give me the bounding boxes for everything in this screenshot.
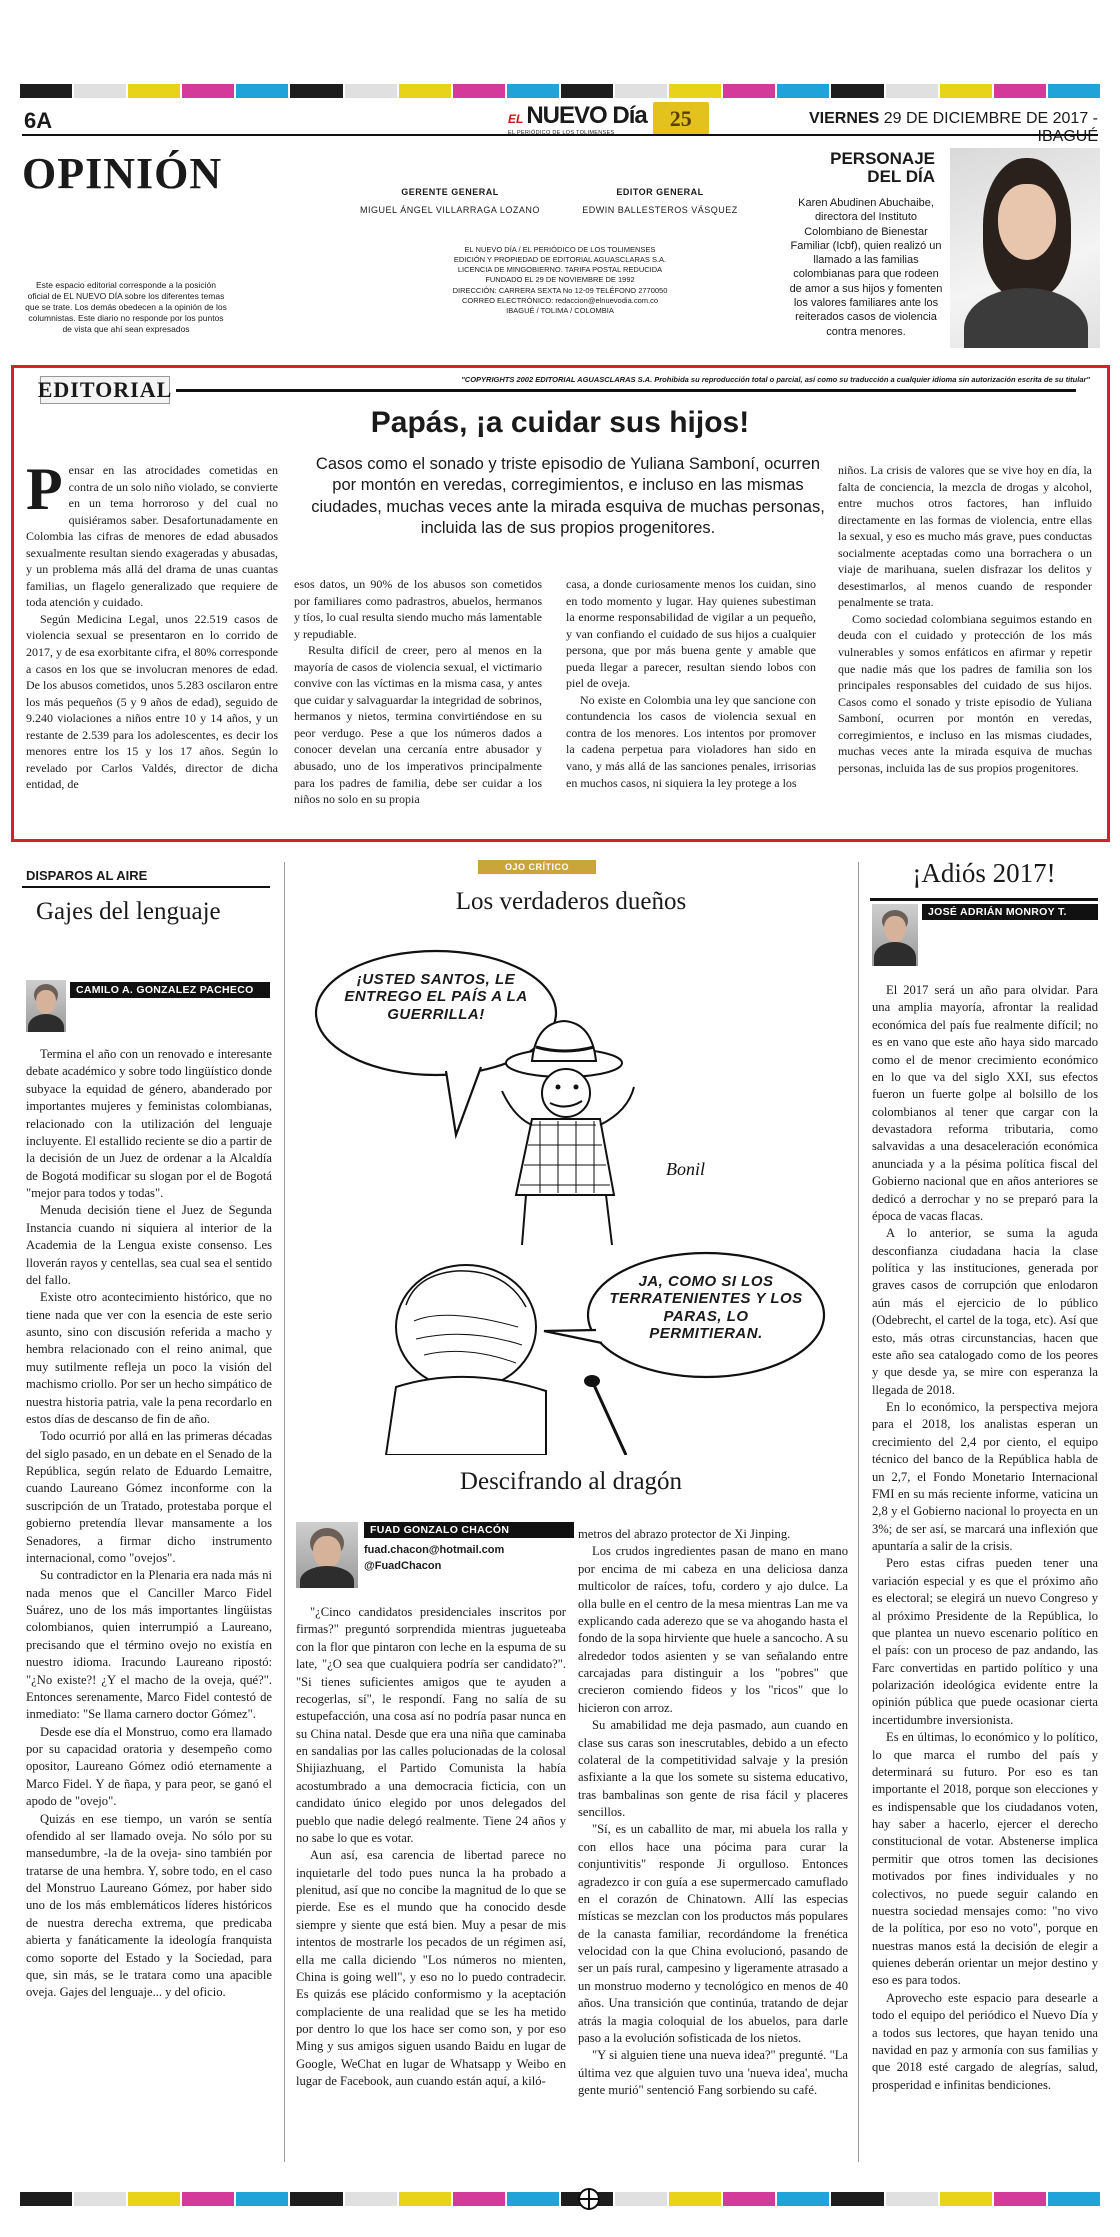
- column-paragraph: Todo ocurrió por allá en las primeras décadas del siglo pasado, en un debate en el Senado de la República, según relato de Eduardo Lemaitre, cuando Laureano Gómez inconforme con la suscripción de un Tratado, protestaba porque el gobierno pretendía llevar mansamente a los Senadores, a firmar dicho instrumento internacional, como "ovejos".: [26, 1429, 272, 1565]
- right-column-body: [872, 982, 1098, 2094]
- editorial-disclaimer: Este espacio editorial corresponde a la posición oficial de EL NUEVO DÍA sobre los diferentes temas que se trate. Los demás obedecen a la opinión de los columnistas. Este diario no responde por los puntos de vista que ahí sean expresados: [25, 280, 227, 335]
- column-paragraph: Aun así, esa carencia de libertad parece no inquietarle del todo pues nunca la ha probado a plenitud, así que no concibe la magnitud de lo que se pierde. Ese es el mundo que ha conocido desde siempre y siente que está bien. Muy a pesar de mis intentos de mostrarle los pecados de un régimen así, ella me calla diciendo "Los números no mienten, China is going well", y eso no lo puedo contradecir. Es quizás ese plácido conformismo y la aceptación complaciente de una realidad que se les ha metido por dentro lo que los hace ser como son, y por eso Ming y sus amigos siguen usando Baidu en lugar de Google, WeChat en lugar de Whatsapp y Weibo en lugar de Facebook, aun cuando están aquí, a kiló-: [296, 1848, 566, 2089]
- newspaper-logo: [508, 102, 709, 136]
- author-photo-monroy: [872, 904, 918, 966]
- column-paragraph: A lo anterior, se suma la aguda desconfianza ciudadana hacia la clase política y las instituciones, generada por graves casos de corrupción que enlodaron aún más el ejercicio de lo público (Odebrecht, el cartel de la toga, etc). Así que esto, más otras circunstancias, hacen que este año sea catalogado como de los peores y que desde ya, se mire con esperanza la llegada de 2018.: [872, 1226, 1098, 1397]
- author-photo-gonzalez: [26, 980, 66, 1032]
- anniversary-badge: 25: [653, 102, 709, 136]
- center-column-body-a: [296, 1604, 566, 2091]
- page-number: 6A: [24, 108, 53, 133]
- column-paragraph: Es en últimas, lo económico y lo político, lo que marca el rumbo del país y determinará su futuro. Por eso es tan importante el 2018, porque son elecciones y es indispensable que los ciudadanos voten, hay saber a hacerlo, ejercer el derecho constitucional de votar. Abstenerse implica permitir que otros tomen las decisiones motivados por fines individuales y no colectivos, no puede seguir calando en nuestra sociedad mensajes como: "no vivo de la política, por eso no voto", porque en nuestras manos está la decisión de elegir a quienes deberán orientar un mejor destino y eso es para todos.: [872, 1730, 1098, 1988]
- column-paragraph: Pero estas cifras pueden tener una variación especial y es que el próximo año es electoral; se elegirá un nuevo Congreso y al próximo Presidente de la República, lo que plantea un nuevo escenario político en el país: con un proceso de paz andando, las Farc convertidas en partido político y una polarización ideológica evidente entre la opinión pública que puede ocasionar cierta incertidumbre inversionista.: [872, 1556, 1098, 1727]
- gerente-label: GERENTE GENERAL: [401, 187, 499, 197]
- center-column-title: Descifrando al dragón: [459, 1468, 683, 1495]
- personaje-text: Karen Abudinen Abuchaibe, directora del Instituto Colombiano de Bienestar Familiar (Icbf), quien realizó un llamado a las familias colombianas para que rodeen de amor a sus hijos y fomenten los valores familiares ante los reiterados casos de violencia contra menores.: [789, 197, 943, 338]
- gerente-block: [350, 187, 550, 215]
- copyright-notice: "COPYRIGHTS 2002 EDITORIAL AGUASCLARAS S.A. Prohibida su reproducción total o parcial, así como su traducción a cualquier idioma sin autorización escrita de su titular": [461, 375, 1090, 384]
- personaje-title-2: DEL DÍA: [867, 166, 935, 186]
- left-column-title: Gajes del lenguaje: [36, 898, 221, 925]
- imprint-line: CORREO ELECTRÓNICO: redaccion@elnuevodia.com.co: [461, 295, 658, 305]
- imprint-line: LICENCIA DE MINGOBIERNO. TARIFA POSTAL REDUCIDA: [457, 265, 663, 275]
- imprint-block: [430, 245, 690, 316]
- author-byline-gonzalez: CAMILO A. GONZALEZ PACHECO: [70, 982, 270, 998]
- editorial-paragraph: niños. La crisis de valores que se vive hoy en día, la falta de conciencia, la mezcla de drogas y alcohol, entre muchos otros factores, han influido directamente en las formas de violencia, entre ellas la sexual, y eso es mucho más grave, pues conductas socialmente aceptadas como una borrachera o un viaje de marihuana, suelen disfrazar los delitos y desestimarlos, al menos cuando de responder penalmente se trata.: [838, 463, 1092, 610]
- editor-name: EDWIN BALLESTEROS VÁSQUEZ: [582, 205, 738, 215]
- editorial-col-2: [294, 576, 542, 808]
- column-divider: [858, 862, 859, 2162]
- column-paragraph: En lo económico, la perspectiva mejora para el 2018, los analistas esperan un crecimiento del 2,4 por ciento, el equipo técnico del banco de la República habla de un 2,7, el Fondo Monetario Internacional FMI en su más reciente informe, vaticina un 2,8 y el Gobierno nacional lo proyecta en un 3%; de ser así, se marcará una inflexión que apuntaría a salir de la crisis.: [872, 1400, 1098, 1553]
- column-paragraph: "Y si alguien tiene una nueva idea?" pregunté. "La última vez que alguien tuvo una 'nueva idea', mucha gente murió" sentenció Fang sorbiendo su café.: [578, 2048, 848, 2097]
- imprint-line: EDICIÓN Y PROPIEDAD DE EDITORIAL AGUASCLARAS S.A.: [453, 255, 667, 265]
- left-column-body: [26, 1046, 272, 2002]
- column-paragraph: Termina el año con un renovado e interesante debate académico y sobre todo lingüístico donde subyace la equidad de género, abanderado por importantes mujeres y feministas colombianas, relacionado con la utilización del lenguaje incluyente. El estallido reciente se dio a partir de la decisión de un Juez de ordenar a la Alcaldía de Bogotá modificar su slogan por el de Bogotá "mejor para todos y todas".: [26, 1047, 272, 1200]
- date-day: VIERNES: [809, 110, 880, 127]
- editorial-col-1: [26, 456, 278, 793]
- column-paragraph: El 2017 será un año para olvidar. Para una amplia mayoría, afrontar la realidad económica del país fue realmente difícil; no es en vano que este año haya sido marcado como el de menor crecimiento económico en lo que va del siglo XXI, sus efectos fueron un fuerte golpe al bolsillo de los colombianos al tener que cargar con la devastadora reforma tributaria, como salvavidas a una desaceleración económica anunciada y a la pésima política fiscal del Gobierno nacional que en años anteriores se dedicó a derrochar y no se preparó para la época de vacas flacas.: [872, 983, 1098, 1223]
- editorial-subhead: Casos como el sonado y triste episodio de Yuliana Samboní, ocurren por montón en veredas, corregimientos, e incluso en las mismas ciudades, muchas veces ante la mirada esquiva de muchas personas, incluida las de sus propios progenitores.: [311, 455, 825, 538]
- personaje-heading: [790, 150, 935, 186]
- gerente-name: MIGUEL ÁNGEL VILLARRAGA LOZANO: [360, 205, 540, 215]
- chacon-byline-block: [364, 1522, 574, 1572]
- author-byline-chacon: FUAD GONZALO CHACÓN: [364, 1522, 574, 1538]
- header-rule: [22, 134, 1098, 136]
- logo-name: NUEVO Día: [526, 102, 647, 129]
- column-paragraph: Existe otro acontecimiento histórico, que no tiene nada que ver con la esencia de este serio asunto, sino con discusión referida a macho y hembra relacionado con el reino animal, que muy sutilmente refleja un poco la visión del machismo criollo. Por ser un hecho simpático de nuestra historia patria, vale la pena recordarlo en estos días de descanso de fin de año.: [26, 1290, 272, 1426]
- section-label-disparos: DISPAROS AL AIRE: [26, 868, 148, 883]
- editor-label: EDITOR GENERAL: [616, 187, 704, 197]
- speech-bubble-1: ¡USTED SANTOS, LE ENTREGO EL PAÍS A LA GUERRILLA!: [344, 971, 528, 1023]
- editorial-paragraph: ensar en las atrocidades cometidas en contra de un solo niño violado, se convierte en un tema horroroso y del cual no quisiéramos saber. Desafortunadamente en Colombia las cifras de menores de edad abusados sexualmente resultan siendo exageradas y abusadas, y un problema más allá del drama de unas cuantas familias, un flagelo generalizado que requiere de toda atención y cuidado.: [26, 463, 278, 610]
- column-paragraph: metros del abrazo protector de Xi Jinping.: [578, 1527, 791, 1541]
- right-column-title: ¡Adiós 2017!: [912, 858, 1056, 888]
- editorial-paragraph: Resulta difícil de creer, pero al menos en la mayoría de casos de violencia sexual, el victimario convive con las víctimas en la misma casa, y antes que cuidar y salvaguardar la integridad de sobrinos, hermanos y nietos, termina convirtiéndose en su peor verdugo. Pese a que los números dados a conocer develan una cercanía entre abusador y abusado, uno de los imperativos principalmente para los padres de familia, debe ser cuidar a los niños no solo en su propia: [294, 643, 542, 807]
- editorial-cartoon: [296, 935, 846, 1455]
- personaje-title-1: PERSONAJE: [830, 149, 935, 168]
- author-byline-monroy: JOSÉ ADRIÁN MONROY T.: [922, 904, 1098, 920]
- editorial-paragraph: Según Medicina Legal, unos 22.519 casos de violencia sexual se presentaron en lo corrido de 2017, y de esa exorbitante cifra, el 80% corresponde a casos en los que se involucran menores de edad. De los abusos cometidos, unos 5.283 oscilaron entre los más pequeños (5 y 9 años de edad), seguido de 9.240 violaciones a niños entre 10 y 14 años, y un restante de 2.539 para los adolescentes, es decir los menores entre los 15 y los 17 años. Según lo revelado por Carlos Valdés, director de dicha entidad, de: [26, 611, 278, 792]
- center-column-body-b: [578, 1526, 848, 2099]
- column-divider: [284, 862, 285, 2162]
- author-email[interactable]: fuad.chacon@hotmail.com: [364, 1544, 505, 1556]
- column-paragraph: Los crudos ingredientes pasan de mano en mano por encima de mi cabeza en una deliciosa danza multicolor de raíces, tofu, cordero y ajo dulce. La olla bulle en el centro de la mesa mientras Lan me va explicando cada aderezo que se va ahogando hasta el fondo de la sopa hirviente que huele a sancocho. A su alrededor todos asienten y se van señalando entre carcajadas para distinguir a los "pobres" que crecieron comiendo fideos y los "ricos" que lo hicieron con arroz.: [578, 1544, 848, 1715]
- editorial-rule: [176, 389, 1076, 392]
- editor-block: [560, 187, 760, 215]
- cartoon-title: Los verdaderos dueños: [455, 888, 687, 915]
- right-title-rule: [870, 898, 1098, 901]
- editorial-col-4: [838, 462, 1092, 776]
- date-rest: 29 DE DICIEMBRE DE 2017 - IBAGUÉ: [883, 110, 1098, 145]
- column-paragraph: "¿Cinco candidatos presidenciales inscritos por firmas?" preguntó sorprendida mientras jugueteaba con la flor que pintaron con leche en la espuma de su late, "¿O sea que cualquiera podría ser candidato?". "Si tienes suficientes amigos que te ayuden a recogerlas, sí", le respondí. Fang no salía de su estupefacción, una cosa así no podría pasar nunca en su China natal. Desde que era una niña que caminaba en sandalias por las calles polucionadas de la colosal Shijiazhuang, el Partido Comunista la había acostumbrado a una democracia ficticia, con un candidato único elegido por unos delegados del pueblo que nadie delegó realmente. Tiene 24 años y no sabe lo que es votar.: [296, 1605, 566, 1845]
- logo-tagline: EL PERIÓDICO DE LOS TOLIMENSES: [508, 130, 615, 136]
- author-twitter[interactable]: @FuadChacon: [364, 1560, 442, 1572]
- logo-el: EL: [508, 112, 524, 126]
- imprint-line: FUNDADO EL 29 DE NOVIEMBRE DE 1992: [485, 275, 635, 285]
- column-paragraph: Aprovecho este espacio para desearle a todo el equipo del periódico el Nuevo Día y a todos sus lectores, que hayan tenido una navidad en paz y armonía con sus familias y que 2018 esté cargado de alegrías, salud, prosperidad e infinitas bendiciones.: [872, 1990, 1098, 2092]
- editorial-paragraph: esos datos, un 90% de los abusos son cometidos por familiares como padrastros, abuelos, hermanos y tíos, lo cual resulta siendo mucho más lamentable y repudiable.: [294, 577, 542, 641]
- editorial-paragraph: casa, a donde curiosamente menos los cuidan, sino en todo momento y lugar. Hay quienes subestiman la enorme responsabilidad de vigilar a un pequeño, y van confiando el cuidado de sus hijos a cualquier persona, que por más buena gente y amable que pueda llegar a parecer, resultan siendo lobos con piel de oveja.: [566, 577, 816, 691]
- ojo-critico-label: OJO CRÍTICO: [478, 860, 596, 874]
- column-paragraph: Menuda decisión tiene el Juez de Segunda Instancia cuando ni siquiera al interior de la Academia de la Lengua existe consenso. Les lloverán rayos y centellas, sea cual sea el sentido del fallo.: [26, 1203, 272, 1287]
- editorial-paragraph: No existe en Colombia una ley que sancione con contundencia los casos de violencia sexual en contra de los menores. Los intentos por promover la cadena perpetua para violadores han sido en vano, y más allá de las sanciones penales, irrisorias en muchos casos, ni siquiera la ley protege a los: [566, 692, 816, 790]
- imprint-line: EL NUEVO DÍA / EL PERIÓDICO DE LOS TOLIMENSES: [464, 245, 656, 254]
- printer-color-bar-bottom: [20, 2192, 1100, 2206]
- imprint-line: DIRECCIÓN: CARRERA SEXTA No 12-09 TELÉFONO 2770050: [452, 285, 668, 295]
- printer-color-bar-top: [20, 84, 1100, 98]
- column-paragraph: Su contradictor en la Plenaria era nada más ni nada menos que el Canciller Marco Fidel Suárez, uno de los más importantes lingüistas colombianos, quien interrumpió a Laureano, precisando que el término ovejo no existía en nuestro idioma. Iracundo Laureano ripostó: "¿No existe?! ¿Y el macho de la oveja, qué?". Entonces serenamente, Marco Fidel contestó de inmediato: "Se llama carnero doctor Gómez".: [26, 1568, 272, 1722]
- section-rule: [22, 886, 270, 888]
- editorial-headline: Papás, ¡a cuidar sus hijos!: [370, 406, 750, 439]
- column-paragraph: "Sí, es un caballito de mar, mi abuela los ralla y con ellos hace una pócima para curar la conjuntivitis" responde Ji orgulloso. Entonces agradezco ir con guía a ese supermercado camuflado en el corazón de Chinatown. Allí las especias místicas se mezclan con los productos más populares de la canasta familiar, recordándome la frenética velocidad con la que China evolucionó, pasando de ser un país rural, campesino y ligeramente atrasado a un monstruo moderno y tecnológico en menos de 40 años. Una transición que continúa, tratando de dejar atrás la magia coloquial de los abuelos, para darle paso a la evolución sofisticada de los nietos.: [578, 1822, 848, 2045]
- personaje-photo: [950, 148, 1100, 348]
- registration-mark-icon: [578, 2188, 600, 2210]
- column-paragraph: Desde ese día el Monstruo, como era llamado por su capacidad oratoria y desempeño como opositor, Laureano Gómez odió eternamente a Marco Fidel. Y de ñapa, y para peor, se ganó el apodo de "ovejo".: [26, 1724, 272, 1809]
- speech-bubble-2: JA, COMO SI LOS TERRATENIENTES Y LOS PARAS, LO PERMITIERAN.: [609, 1273, 803, 1342]
- author-photo-chacon: [296, 1522, 358, 1588]
- cartoonist-signature: Bonil: [666, 1159, 705, 1179]
- editorial-col-3: [566, 576, 816, 791]
- column-paragraph: Quizás en ese tiempo, un varón se sentía ofendido al ser llamado oveja. No sólo por su mansedumbre, -la de la oveja- sino también por tratarse de una hembra. Y, sobre todo, en el caso del Monstruo Laureano Gómez, por haber sido uno de los más emblemáticos líderes históricos de nuestra derecha extrema, que predicaba abierta y fanáticamente la ideología franquista como soporte del Estado y la Sociedad, para que, sin más, se le tratara como una apacible oveja. Gajes del lenguaje... y del oficio.: [26, 1811, 272, 2000]
- imprint-line: IBAGUÉ / TOLIMA / COLOMBIA: [506, 305, 614, 315]
- dateline: [775, 110, 1098, 146]
- drop-cap: P: [26, 456, 63, 522]
- editorial-paragraph: Como sociedad colombiana seguimos estando en deuda con el cuidado y protección de los más vulnerables y somos enfáticos en afirmar y repetir que nadie más que los padres de familia son los principales responsables del cuidado de sus hijos. Casos como el sonado y triste episodio de Yuliana Samboní, ocurren por montón en veredas, corregimientos, e incluso en las mismas ciudades, muchas veces ante la mirada esquiva de muchas personas, incluida las de sus propios progenitores.: [838, 611, 1092, 775]
- column-paragraph: Su amabilidad me deja pasmado, aun cuando en clase sus caras son inescrutables, debido a un efecto colateral de la competitividad salvaje y la presión asfixiante a la que los somete su sistema educativo, tras bambalinas son gente de risa fácil y placeres sencillos.: [578, 1718, 848, 1819]
- editorial-label: EDITORIAL: [37, 377, 173, 402]
- section-title: OPINIÓN: [22, 149, 223, 198]
